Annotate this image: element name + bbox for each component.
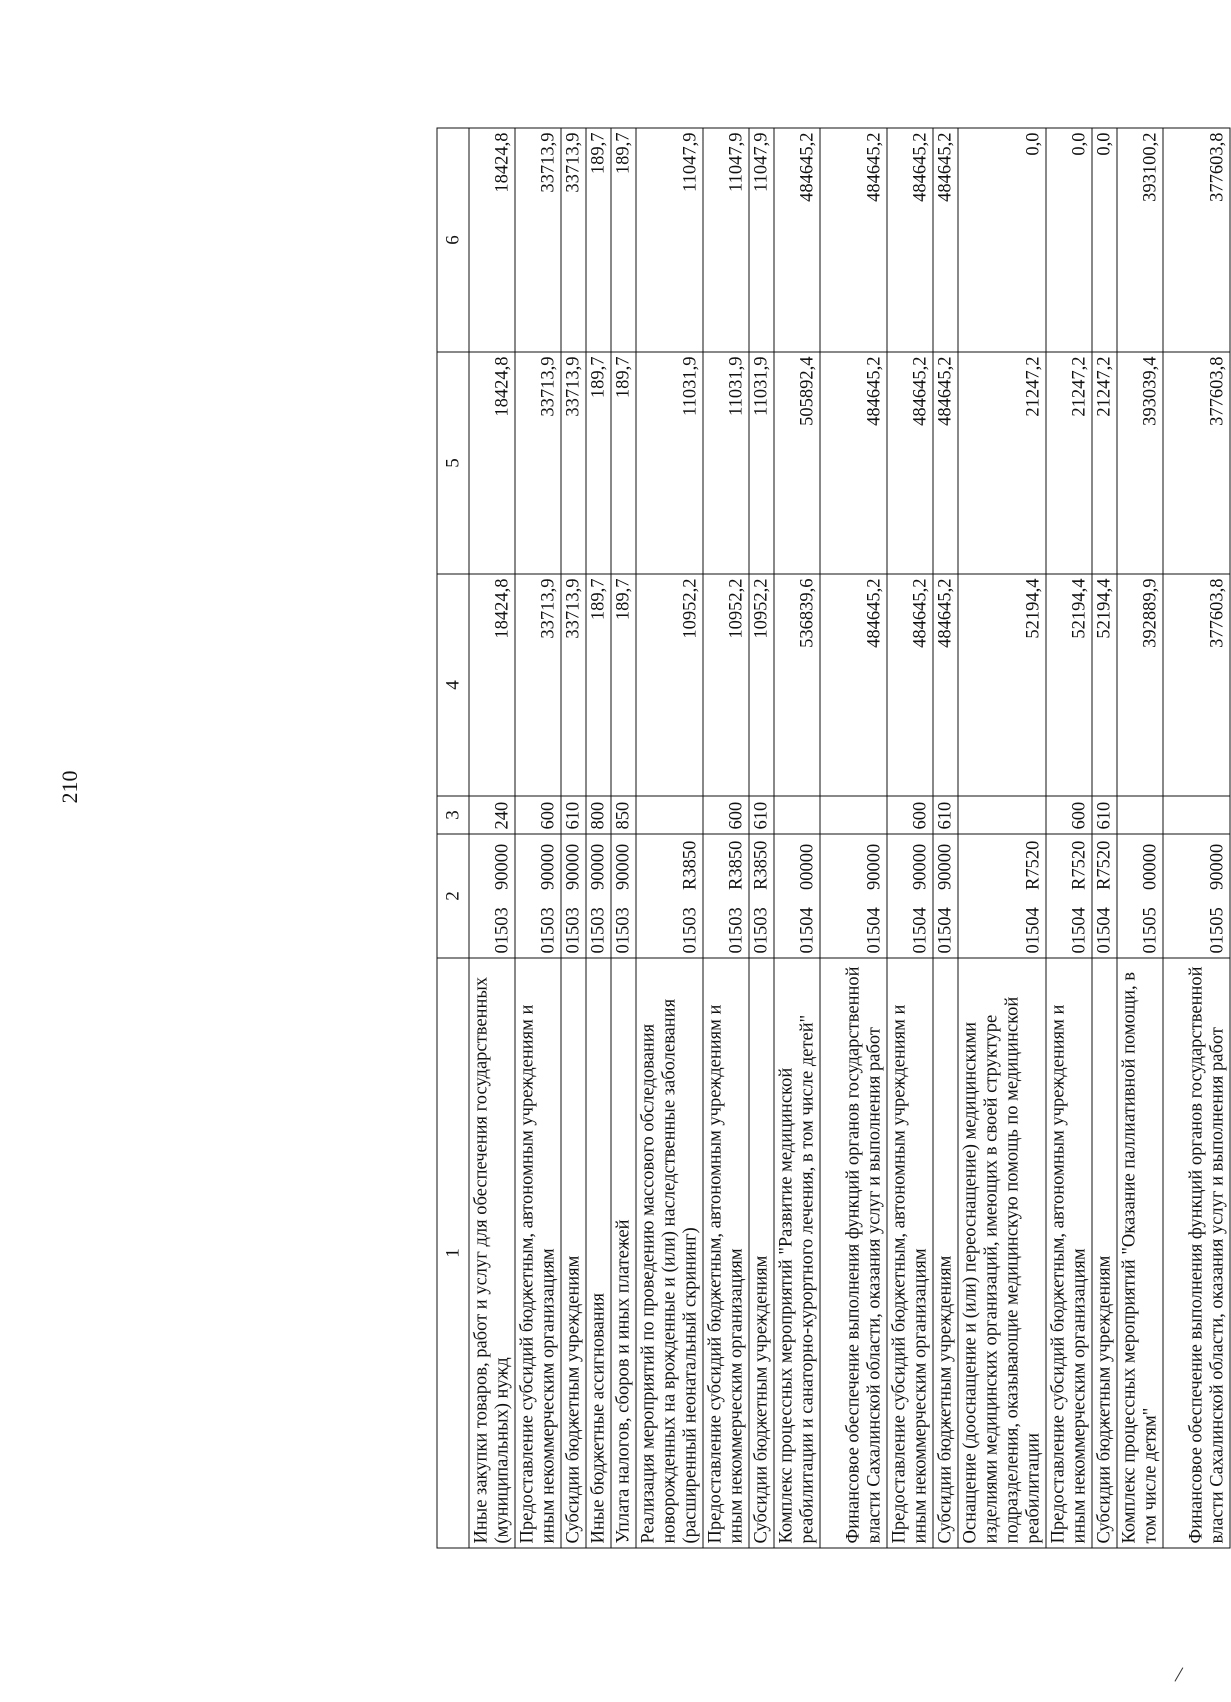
row-value-col5: 484645,2 <box>887 352 933 574</box>
row-code-program: 01503 <box>586 892 611 958</box>
row-code-direction: 90000 <box>611 834 636 892</box>
row-value-col4: 33713,9 <box>515 574 561 796</box>
row-code-direction: R7520 <box>1046 834 1092 892</box>
row-value-col5: 484645,2 <box>820 352 887 574</box>
header-col-5: 5 <box>437 352 469 574</box>
row-value-col6: 484645,2 <box>774 128 820 352</box>
row-name: Предоставление субсидий бюджетным, автономным учреждениям и иным некоммерческим организациям <box>1046 958 1092 1548</box>
row-code-direction: 90000 <box>820 834 887 892</box>
row-expense-type: 800 <box>586 796 611 834</box>
row-name: Субсидии бюджетным учреждениям <box>749 958 774 1548</box>
row-value-col5: 33713,9 <box>515 352 561 574</box>
row-name: Комплекс процессных мероприятий "Развитие медицинской реабилитации и санаторно-курортного лечения, в том числе детей" <box>774 958 820 1548</box>
row-name: Предоставление субсидий бюджетным, автономным учреждениям и иным некоммерческим организациям <box>515 958 561 1548</box>
row-name: Субсидии бюджетным учреждениям <box>933 958 958 1548</box>
row-name: Субсидии бюджетным учреждениям <box>561 958 586 1548</box>
header-col-4: 4 <box>437 574 469 796</box>
row-code-program: 01503 <box>561 892 586 958</box>
row-value-col6: 18424,8 <box>469 128 515 352</box>
row-code-program: 01503 <box>515 892 561 958</box>
page-number: 210 <box>57 770 82 804</box>
row-code-program: 01503 <box>703 892 749 958</box>
table-row <box>820 128 887 1548</box>
row-code-program: 01504 <box>933 892 958 958</box>
table-row <box>1117 128 1163 1548</box>
row-value-col6: 377603,8 <box>1163 128 1230 352</box>
row-value-col5: 11031,9 <box>749 352 774 574</box>
row-value-col6: 484645,2 <box>887 128 933 352</box>
row-name: Иные закупки товаров, работ и услуг для обеспечения государственных (муниципальных) нужд <box>469 958 515 1548</box>
row-value-col4: 10952,2 <box>749 574 774 796</box>
table-row <box>515 128 561 1548</box>
row-expense-type <box>958 796 1046 834</box>
row-value-col6: 33713,9 <box>515 128 561 352</box>
row-name: Финансовое обеспечение выполнения функций органов государственной власти Сахалинской области, оказания услуг и выполнения работ <box>820 958 887 1548</box>
table-row <box>636 128 703 1548</box>
row-value-col6: 0,0 <box>1046 128 1092 352</box>
row-value-col5: 18424,8 <box>469 352 515 574</box>
row-code-program: 01504 <box>887 892 933 958</box>
table-row <box>586 128 611 1548</box>
row-expense-type <box>1117 796 1163 834</box>
row-value-col6: 189,7 <box>611 128 636 352</box>
row-value-col4: 10952,2 <box>703 574 749 796</box>
scan-artifact-mark <box>1174 1667 1188 1684</box>
row-expense-type <box>1163 796 1230 834</box>
header-row <box>437 128 469 1548</box>
table-row <box>703 128 749 1548</box>
row-code-program: 01504 <box>958 892 1046 958</box>
row-name: Уплата налогов, сборов и иных платежей <box>611 958 636 1548</box>
row-value-col6: 11047,9 <box>749 128 774 352</box>
row-code-direction: 90000 <box>887 834 933 892</box>
row-value-col6: 11047,9 <box>636 128 703 352</box>
header-col-2: 2 <box>437 834 469 958</box>
row-value-col5: 189,7 <box>611 352 636 574</box>
row-expense-type: 610 <box>933 796 958 834</box>
row-value-col4: 189,7 <box>611 574 636 796</box>
row-expense-type: 240 <box>469 796 515 834</box>
row-code-direction: 00000 <box>774 834 820 892</box>
row-value-col5: 189,7 <box>586 352 611 574</box>
table-row <box>561 128 586 1548</box>
row-name: Предоставление субсидий бюджетным, автономным учреждениям и иным некоммерческим организациям <box>703 958 749 1548</box>
row-expense-type: 600 <box>703 796 749 834</box>
row-value-col6: 0,0 <box>958 128 1046 352</box>
row-code-program: 01504 <box>1092 892 1117 958</box>
row-code-direction: 90000 <box>933 834 958 892</box>
table-row <box>469 128 515 1548</box>
row-value-col6: 393100,2 <box>1117 128 1163 352</box>
row-name: Комплекс процессных мероприятий "Оказание паллиативной помощи, в том числе детям" <box>1117 958 1163 1548</box>
row-value-col6: 0,0 <box>1092 128 1117 352</box>
row-expense-type: 850 <box>611 796 636 834</box>
row-value-col5: 484645,2 <box>933 352 958 574</box>
row-expense-type: 610 <box>1092 796 1117 834</box>
budget-table <box>437 127 1231 1548</box>
row-value-col5: 33713,9 <box>561 352 586 574</box>
row-value-col5: 21247,2 <box>1092 352 1117 574</box>
row-code-direction: 90000 <box>561 834 586 892</box>
row-value-col6: 484645,2 <box>820 128 887 352</box>
row-value-col5: 21247,2 <box>958 352 1046 574</box>
table-body <box>469 128 1230 1548</box>
row-value-col5: 11031,9 <box>703 352 749 574</box>
row-expense-type: 610 <box>561 796 586 834</box>
row-value-col4: 377603,8 <box>1163 574 1230 796</box>
row-value-col4: 52194,4 <box>958 574 1046 796</box>
row-value-col4: 484645,2 <box>820 574 887 796</box>
header-col-3: 3 <box>437 796 469 834</box>
row-code-program: 01505 <box>1117 892 1163 958</box>
row-code-direction: R7520 <box>1092 834 1117 892</box>
row-value-col5: 393039,4 <box>1117 352 1163 574</box>
header-col-6: 6 <box>437 128 469 352</box>
row-code-program: 01505 <box>1163 892 1230 958</box>
row-expense-type <box>820 796 887 834</box>
row-expense-type: 600 <box>1046 796 1092 834</box>
row-code-program: 01503 <box>636 892 703 958</box>
row-value-col5: 505892,4 <box>774 352 820 574</box>
row-value-col5: 21247,2 <box>1046 352 1092 574</box>
row-value-col4: 52194,4 <box>1046 574 1092 796</box>
header-col-1: 1 <box>437 958 469 1548</box>
row-code-direction: R7520 <box>958 834 1046 892</box>
row-code-direction: 90000 <box>515 834 561 892</box>
row-expense-type: 600 <box>887 796 933 834</box>
table-row <box>1046 128 1092 1548</box>
table-row <box>774 128 820 1548</box>
row-code-direction: 90000 <box>1163 834 1230 892</box>
row-value-col6: 189,7 <box>586 128 611 352</box>
row-value-col4: 189,7 <box>586 574 611 796</box>
row-name: Субсидии бюджетным учреждениям <box>1092 958 1117 1548</box>
row-expense-type: 600 <box>515 796 561 834</box>
row-code-program: 01503 <box>611 892 636 958</box>
row-value-col4: 392889,9 <box>1117 574 1163 796</box>
row-name: Иные бюджетные ассигнования <box>586 958 611 1548</box>
row-code-program: 01504 <box>774 892 820 958</box>
row-value-col4: 52194,4 <box>1092 574 1117 796</box>
row-expense-type: 610 <box>749 796 774 834</box>
row-code-direction: 90000 <box>469 834 515 892</box>
row-code-direction: R3850 <box>703 834 749 892</box>
row-value-col4: 484645,2 <box>887 574 933 796</box>
row-code-program: 01503 <box>469 892 515 958</box>
row-code-program: 01504 <box>1046 892 1092 958</box>
row-code-program: 01504 <box>820 892 887 958</box>
row-code-direction: 90000 <box>586 834 611 892</box>
table-row <box>611 128 636 1548</box>
row-value-col5: 377603,8 <box>1163 352 1230 574</box>
table-row <box>887 128 933 1548</box>
row-value-col5: 11031,9 <box>636 352 703 574</box>
row-value-col4: 18424,8 <box>469 574 515 796</box>
row-name: Оснащение (дооснащение и (или) переоснащение) медицинскими изделиями медицинских организаций, имеющих в своей структуре подразделения, оказывающие медицинскую помощь по медицинской реабилитации <box>958 958 1046 1548</box>
row-expense-type <box>774 796 820 834</box>
row-name: Реализация мероприятий по проведению массового обследования новорожденных на врожденные и (или) наследственные заболевания (расширенный неонатальный скрининг) <box>636 958 703 1548</box>
row-code-direction: R3850 <box>749 834 774 892</box>
row-expense-type <box>636 796 703 834</box>
row-code-program: 01503 <box>749 892 774 958</box>
table-row <box>1163 128 1230 1548</box>
row-value-col6: 11047,9 <box>703 128 749 352</box>
budget-table-rotated <box>437 128 1228 1548</box>
row-value-col4: 484645,2 <box>933 574 958 796</box>
row-code-direction: R3850 <box>636 834 703 892</box>
row-value-col4: 33713,9 <box>561 574 586 796</box>
row-value-col4: 536839,6 <box>774 574 820 796</box>
row-name: Предоставление субсидий бюджетным, автономным учреждениям и иным некоммерческим организациям <box>887 958 933 1548</box>
table-row <box>958 128 1046 1548</box>
row-code-direction: 00000 <box>1117 834 1163 892</box>
table-row <box>1092 128 1117 1548</box>
row-value-col6: 33713,9 <box>561 128 586 352</box>
row-value-col6: 484645,2 <box>933 128 958 352</box>
row-value-col4: 10952,2 <box>636 574 703 796</box>
table-row <box>749 128 774 1548</box>
row-name: Финансовое обеспечение выполнения функций органов государственной власти Сахалинской области, оказания услуг и выполнения работ <box>1163 958 1230 1548</box>
table-row <box>933 128 958 1548</box>
